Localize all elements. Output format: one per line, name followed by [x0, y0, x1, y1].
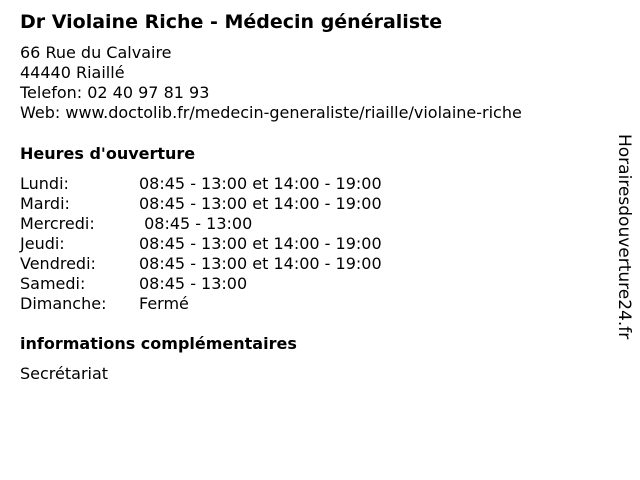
info-text: Secrétariat — [20, 364, 109, 383]
hours-row-dimanche — [20, 294, 382, 314]
time-value: 08:45 - 13:00 — [139, 214, 253, 233]
day-label: Dimanche: — [20, 294, 107, 313]
hours-row-jeudi — [20, 234, 382, 254]
address-city: 44440 Riaillé — [20, 63, 125, 82]
address-street: 66 Rue du Calvaire — [20, 43, 172, 62]
contact-block — [20, 43, 522, 123]
hours-row-mercredi — [20, 214, 382, 234]
opening-hours — [20, 174, 382, 314]
time-value: 08:45 - 13:00 et 14:00 - 19:00 — [139, 234, 382, 253]
hours-row-samedi — [20, 274, 382, 294]
time-value: Fermé — [139, 294, 189, 313]
watermark — [612, 134, 634, 346]
hours-row-mardi — [20, 194, 382, 214]
phone-number: Telefon: 02 40 97 81 93 — [20, 83, 210, 102]
page-title: Dr Violaine Riche - Médecin généraliste — [20, 11, 443, 33]
day-label: Samedi: — [20, 274, 86, 293]
day-label: Lundi: — [20, 174, 69, 193]
time-value: 08:45 - 13:00 et 14:00 - 19:00 — [139, 174, 382, 193]
time-value: 08:45 - 13:00 et 14:00 - 19:00 — [139, 254, 382, 273]
day-label: Mardi: — [20, 194, 70, 213]
website: Web: www.doctolib.fr/medecin-generaliste/riaille/violaine-riche — [20, 103, 522, 122]
hours-row-vendredi — [20, 254, 382, 274]
hours-heading: Heures d'ouverture — [20, 144, 196, 163]
info-heading: informations complémentaires — [20, 334, 297, 353]
day-label: Jeudi: — [20, 234, 65, 253]
time-value: 08:45 - 13:00 et 14:00 - 19:00 — [139, 194, 382, 213]
hours-row-lundi — [20, 174, 382, 194]
watermark-text: Horairesdouverture24.fr — [614, 134, 634, 340]
day-label: Vendredi: — [20, 254, 96, 273]
time-value: 08:45 - 13:00 — [139, 274, 248, 293]
day-label: Mercredi: — [20, 214, 95, 233]
